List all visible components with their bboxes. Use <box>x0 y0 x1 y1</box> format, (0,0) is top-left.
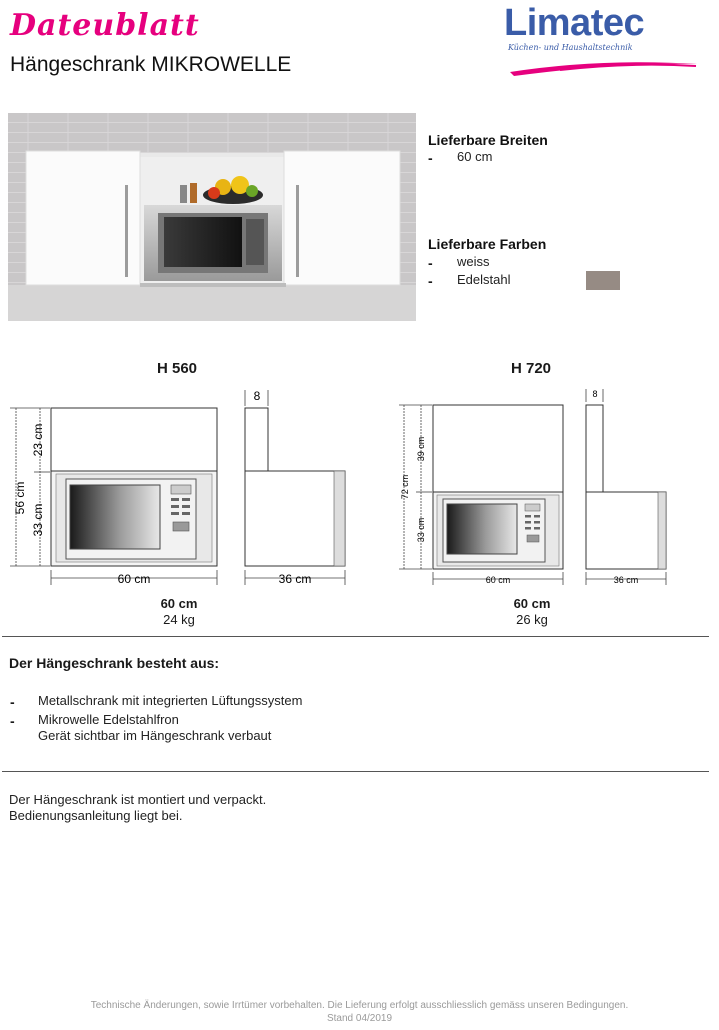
spec-weight-h560: 24 kg <box>163 612 195 627</box>
composition-heading: Der Hängeschrank besteht aus: <box>9 655 220 671</box>
delivery-note: Der Hängeschrank ist montiert und verpackt. <box>9 792 267 807</box>
logo-swoosh-icon <box>500 0 710 80</box>
logo-tagline: Küchen- und Haushaltstechnik <box>508 43 633 52</box>
limatec-logo <box>500 0 710 80</box>
bullet-dash: - <box>428 255 433 271</box>
footer-stand: Stand 04/2019 <box>326 1013 393 1024</box>
logo-name: Limatec <box>504 2 645 44</box>
color-option-edelstahl: Edelstahl <box>457 272 511 287</box>
total-height-label: 72 cm <box>400 474 410 500</box>
depth-label: 36 cm <box>613 575 639 585</box>
lower-height-label: 33 cm <box>31 503 45 537</box>
widths-heading: Lieferbare Breiten <box>428 132 548 148</box>
bullet-dash: - <box>10 694 15 710</box>
colors-heading: Lieferbare Farben <box>428 236 547 252</box>
color-option-weiss: weiss <box>457 254 490 269</box>
composition-item: Gerät sichtbar im Hängeschrank verbaut <box>38 728 272 743</box>
spec-width-h720: 60 cm <box>513 596 551 611</box>
variant-heading-h720: H 720 <box>511 360 552 377</box>
section-divider <box>2 771 709 772</box>
depth-label: 36 cm <box>278 572 312 586</box>
dimension-drawing-h720 <box>390 380 690 590</box>
document-type-title: Dateublatt <box>10 8 200 43</box>
upper-height-label: 39 cm <box>416 436 426 462</box>
upper-height-label: 23 cm <box>31 423 45 457</box>
bullet-dash: - <box>428 150 433 166</box>
footer-disclaimer: Technische Änderungen, sowie Irrtümer vorbehalten. Die Lieferung erfolgt ausschliesslich gemäss unseren Bedingungen. <box>90 1000 629 1011</box>
composition-item: Metallschrank mit integrierten Lüftungssystem <box>38 693 303 708</box>
spec-weight-h720: 26 kg <box>516 612 548 627</box>
top-depth-label: 8 <box>253 389 261 403</box>
spec-width-h560: 60 cm <box>160 596 198 611</box>
variant-heading-h560: H 560 <box>157 360 198 377</box>
composition-item: Mikrowelle Edelstahlfron <box>38 712 179 727</box>
section-divider <box>2 636 709 637</box>
product-photo <box>8 113 416 321</box>
edelstahl-color-swatch <box>586 271 620 290</box>
width-label: 60 cm <box>117 572 151 586</box>
bullet-dash: - <box>10 713 15 729</box>
width-label: 60 cm <box>485 575 511 585</box>
manual-note: Bedienungsanleitung liegt bei. <box>9 808 183 823</box>
lower-height-label: 33 cm <box>416 517 426 543</box>
total-height-label: 56 cm <box>13 481 27 515</box>
width-option: 60 cm <box>457 149 493 164</box>
bullet-dash: - <box>428 273 433 289</box>
top-depth-label: 8 <box>592 389 598 399</box>
page-title: Hängeschrank MIKROWELLE <box>10 53 292 76</box>
dimension-drawing-h560 <box>0 380 360 590</box>
